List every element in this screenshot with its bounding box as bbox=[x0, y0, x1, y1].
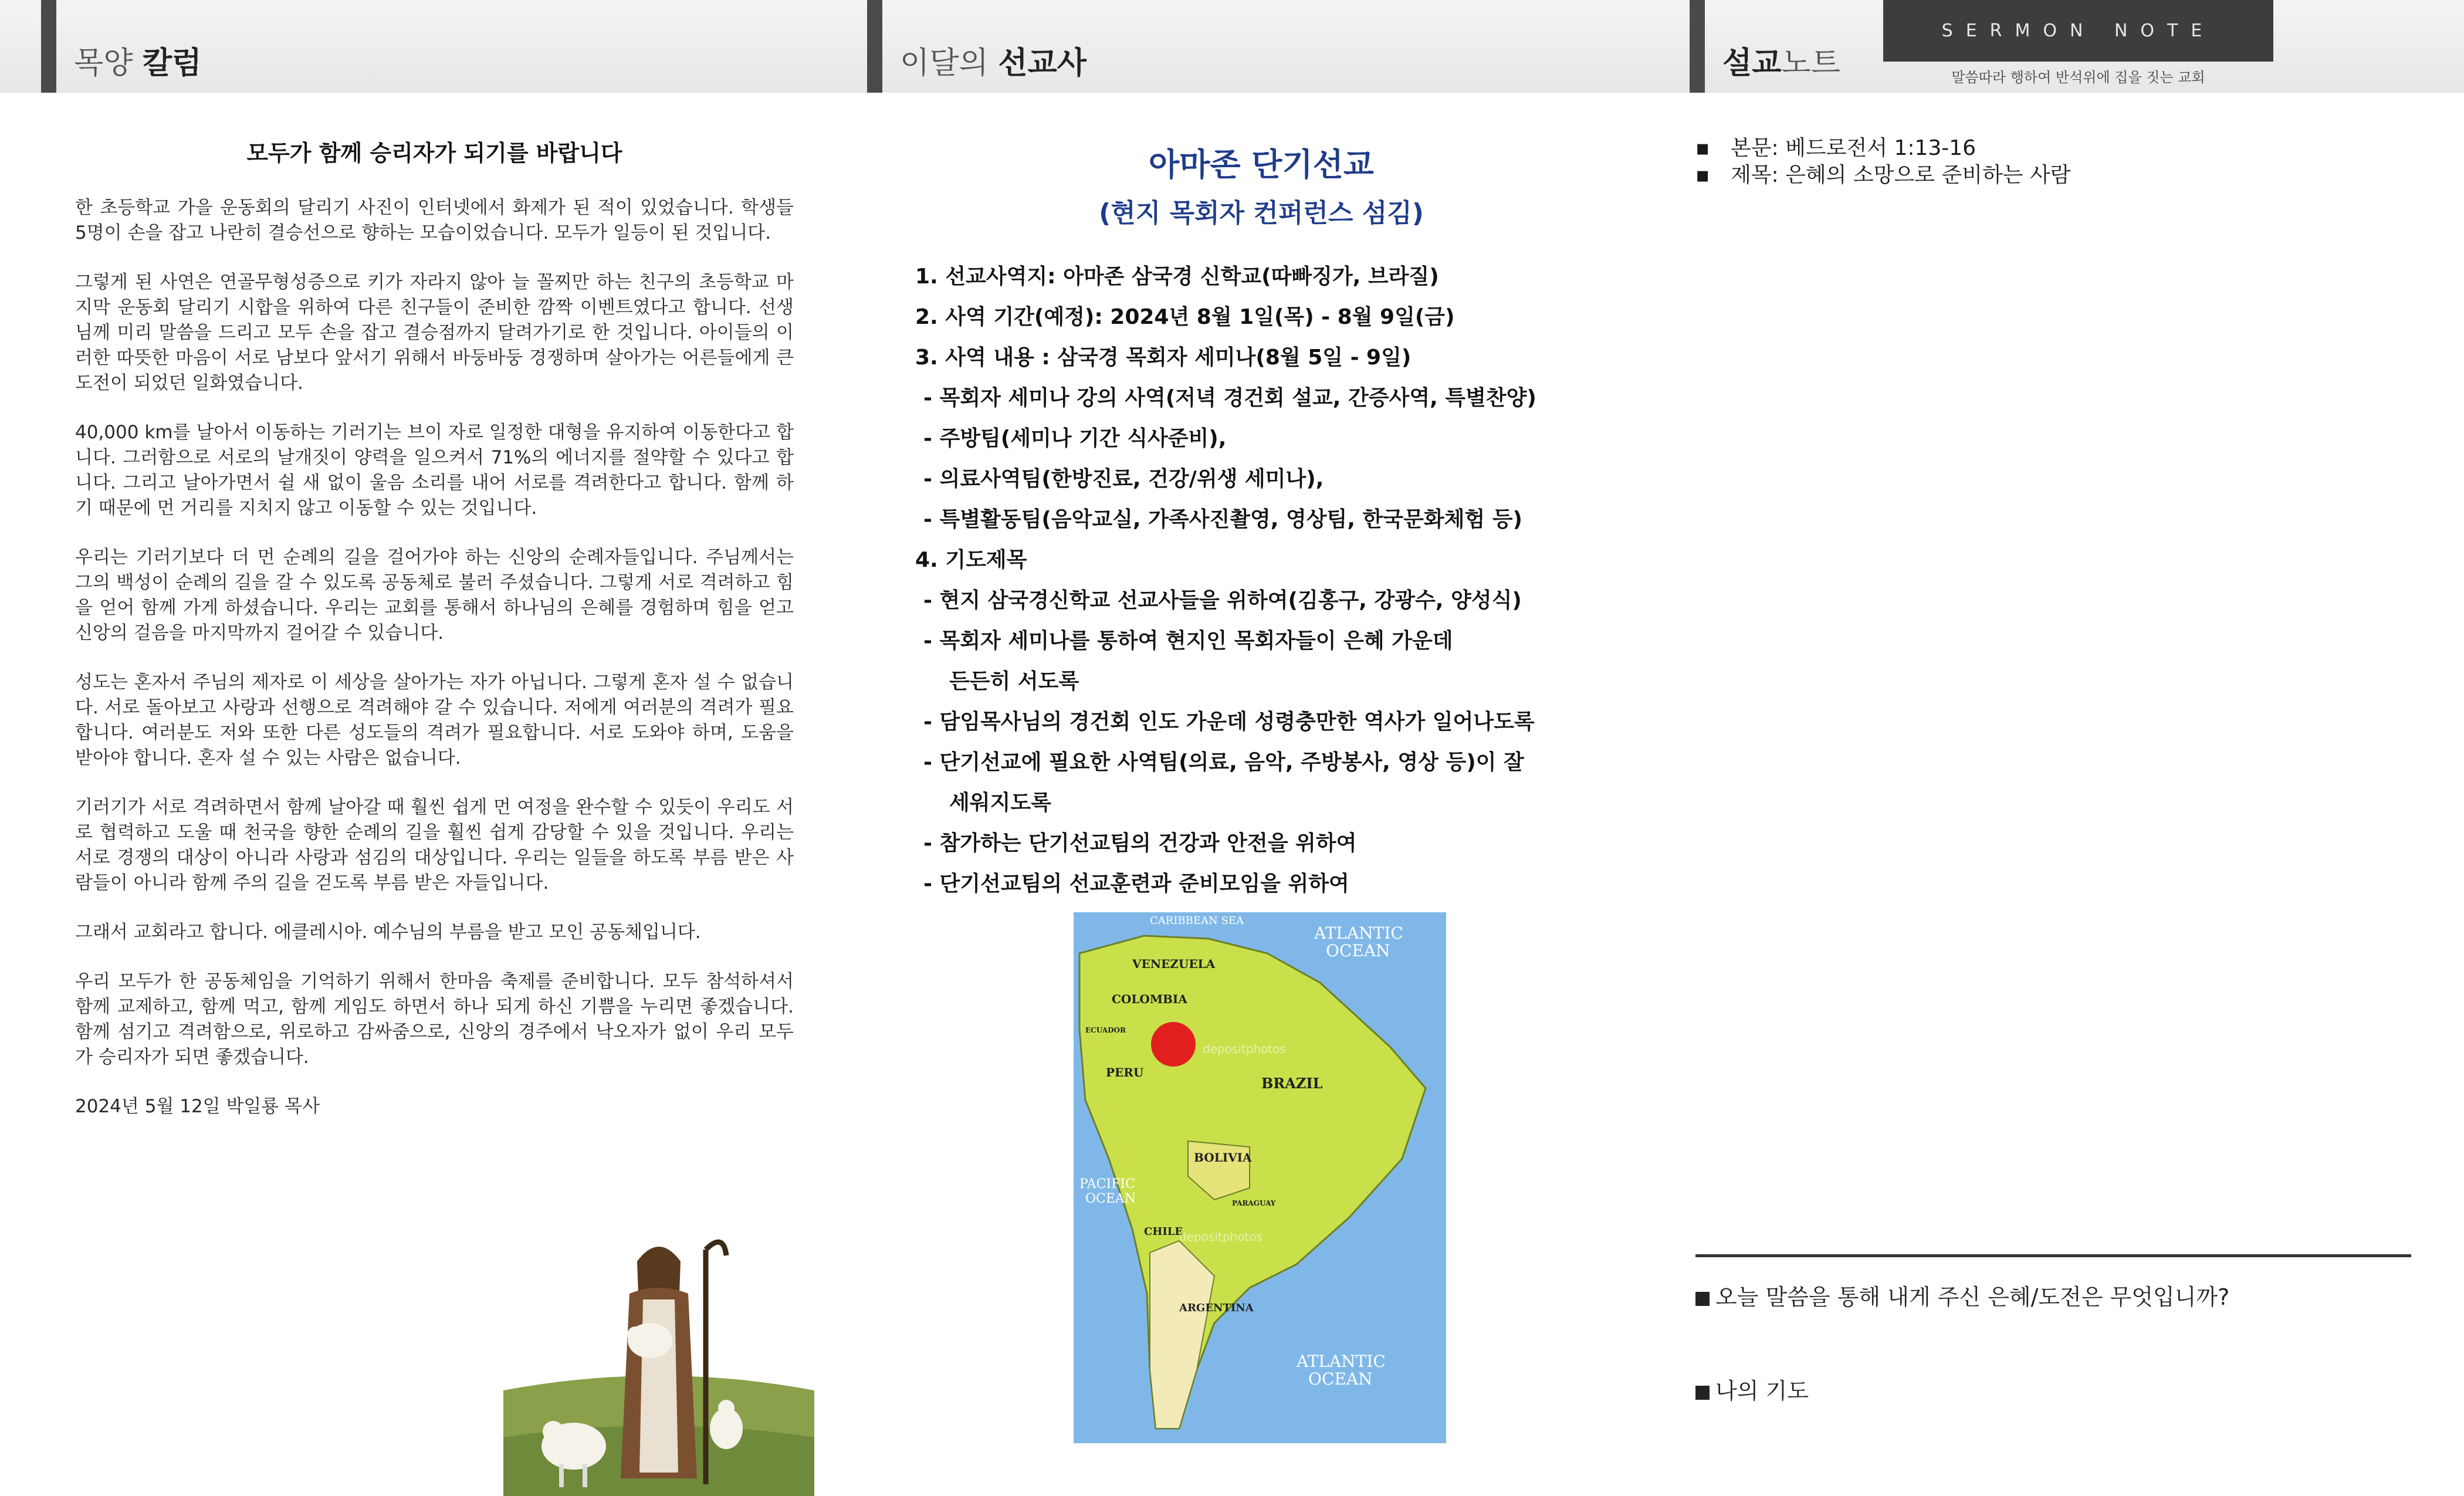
divider bbox=[1695, 1254, 2411, 1257]
map-venezuela-label: VENEZUELA bbox=[1132, 957, 1216, 971]
mission-subitem: - 의료사역팀(한방진료, 건강/위생 세미나), bbox=[923, 467, 1324, 491]
prayer-item: - 담임목사님의 경건회 인도 가운데 성령충만한 역사가 일어나도록 bbox=[923, 710, 1535, 734]
column-paragraph: 그렇게 된 사연은 연골무형성증으로 키가 자라지 않아 늘 꼴찌만 하는 친구의 초등학교 마지막 운동회 달리기 시합을 위하여 다른 친구들이 준비한 깜짝 이벤트였다고 합니다. 선생님께 미리 말씀을 드리고 모두 손을 잡고 결승점까지 달려가기로 한 것입니다. 아이들의 이러한 따뜻한 마음이 서로 남보다 앞서기 위해서 바둥바둥 경쟁하며 살아가는 어른들에게 큰 도전이 되었던 일화였습니다. bbox=[75, 272, 794, 394]
mission-item: 2. 사역 기간(예정): 2024년 8월 1일(목) - 8월 9일(금) bbox=[915, 305, 1455, 329]
mission-subitem: - 특별활동팀(음악교실, 가족사진촬영, 영상팀, 한국문화체험 등) bbox=[923, 507, 1522, 532]
prayer-item-continued: 든든히 서도록 bbox=[949, 669, 1079, 693]
mission-item: 1. 선교사역지: 아마존 삼국경 신학교(따빠징가, 브라질) bbox=[915, 265, 1439, 289]
sermon-title: ▪ 제목: 은혜의 소망으로 준비하는 사람 bbox=[1695, 163, 2071, 187]
header-bar bbox=[1690, 0, 1705, 93]
prayer-item: - 참가하는 단기선교팀의 건강과 안전을 위하여 bbox=[923, 831, 1357, 855]
prayer-item: - 현지 삼국경신학교 선교사들을 위하여(김홍구, 강광수, 양성식) bbox=[923, 588, 1522, 612]
sermon-note-section bbox=[1695, 135, 2405, 1404]
map-colombia-label: COLOMBIA bbox=[1112, 992, 1187, 1006]
mission-subtitle: (현지 목회자 컨퍼런스 섬김) bbox=[1099, 198, 1424, 228]
map-chile-label: CHILE bbox=[1144, 1226, 1183, 1238]
mission-item: 4. 기도제목 bbox=[915, 548, 1027, 572]
map-ocean-label: OCEAN bbox=[1326, 941, 1390, 960]
mission-header bbox=[867, 0, 1087, 93]
map-paraguay-label: PARAGUAY bbox=[1232, 1199, 1276, 1207]
header-bar bbox=[41, 0, 56, 93]
map-ocean-label: OCEAN bbox=[1308, 1369, 1373, 1389]
south-america-map bbox=[1074, 912, 1446, 1443]
sermon-text-reference: ▪ 본문: 베드로전서 1:13-16 bbox=[1695, 136, 1976, 160]
map-pacific-label: PACIFIC bbox=[1079, 1177, 1135, 1192]
column-paragraph: 우리 모두가 한 공동체임을 기억하기 위해서 한마음 축제를 준비합니다. 모두 참석하셔서 함께 교제하고, 함께 먹고, 함께 게임도 하면서 하나 되게 하신 기쁨을 누리면 좋겠습니다. 함께 섬기고 격려함으로, 위로하고 감싸줌으로, 신앙의 경주에서 낙오자가 없이 우리 모두가 승리자가 되면 좋겠습니다. bbox=[75, 971, 794, 1068]
map-caribbean-label: CARIBBEAN SEA bbox=[1150, 915, 1244, 927]
column-paragraph: 한 초등학교 가을 운동회의 달리기 사진이 인터넷에서 화제가 된 적이 있었습니다. 학생들 5명이 손을 잡고 나란히 결승선으로 향하는 모습이었습니다. 모두가 일등이 된 것입니다. bbox=[75, 197, 794, 243]
prayer-item: - 단기선교에 필요한 사역팀(의료, 음악, 주방봉사, 영상 등)이 잘 bbox=[923, 750, 1524, 774]
map-watermark: depositphotos bbox=[1203, 1042, 1286, 1056]
mission-location-marker bbox=[1151, 1022, 1196, 1067]
sermon-header bbox=[1690, 0, 1840, 93]
column-paragraph: 기러기가 서로 격려하면서 함께 날아갈 때 훨씬 쉽게 먼 여정을 완수할 수 있듯이 우리도 서로 협력하고 도울 때 천국을 향한 순례의 길을 훨씬 쉽게 감당할 수 있을 것입니다. 우리는 서로 경쟁의 대상이 아니라 사랑과 섬김의 대상입니다. 우리는 일들을 하도록 부름 받은 사람들이 아니라 함께 주의 길을 걷도록 부름 받은 자들입니다. bbox=[75, 797, 794, 893]
prayer-item: - 단기선교팀의 선교훈련과 준비모임을 위하여 bbox=[923, 872, 1349, 896]
reflection-question: 오늘 말씀을 통해 내게 주신 은혜/도전은 무엇입니까? bbox=[1695, 1279, 2229, 1311]
map-atlantic-label: ATLANTIC bbox=[1297, 1352, 1386, 1371]
column-header-title: 목양 칼럼 bbox=[74, 46, 202, 81]
prayer-item-continued: 세워지도록 bbox=[949, 791, 1051, 815]
missionary-section bbox=[915, 140, 1607, 904]
column-paragraph: 40,000 km를 날아서 이동하는 기러기는 브이 자로 일정한 대형을 유지하여 이동한다고 합니다. 그러함으로 서로의 날개짓이 양력을 일으켜서 71%의 에너지를 절약할 수 있다고 합니다. 그리고 날아가면서 쉴 새 없이 울음 소리를 내어 서로를 격려한다고 합니다. 함께 하기 때문에 먼 거리를 지치지 않고 이동할 수 있는 것입니다. bbox=[75, 422, 794, 519]
mission-header-title: 이달의 선교사 bbox=[900, 46, 1087, 81]
map-ecuador-label: ECUADOR bbox=[1085, 1026, 1126, 1034]
map-brazil-label: BRAZIL bbox=[1261, 1075, 1323, 1092]
header-bar bbox=[867, 0, 882, 93]
mission-item: 3. 사역 내용 : 삼국경 목회자 세미나(8월 5일 - 9일) bbox=[915, 346, 1412, 370]
column-title: 모두가 함께 승리자가 되기를 바랍니다 bbox=[246, 140, 622, 166]
column-paragraph: 성도는 혼자서 주님의 제자로 이 세상을 살아가는 자가 아닙니다. 그렇게 혼자 설 수 없습니다. 서로 돌아보고 사랑과 선행으로 격려해야 갈 수 있습니다. 저에게 여러분의 격려가 필요합니다. 여러분도 저와 또한 다른 성도들의 격려가 필요합니다. 서로 도와야 하며, 도움을 받아야 합니다. 혼자 설 수 있는 사람은 없습니다. bbox=[75, 672, 794, 769]
column-paragraph: 그래서 교회라고 합니다. 에클레시아. 예수님의 부름을 받고 모인 공동체입니다. bbox=[75, 922, 701, 943]
map-ocean-label: OCEAN bbox=[1085, 1192, 1136, 1206]
mission-subitem: - 주방팀(세미나 기간 식사준비), bbox=[923, 427, 1227, 451]
column-header bbox=[41, 0, 201, 93]
map-argentina-label: ARGENTINA bbox=[1179, 1302, 1254, 1314]
column-signature: 2024년 5월 12일 박일룡 목사 bbox=[75, 1096, 320, 1117]
map-bolivia-label: BOLIVIA bbox=[1194, 1150, 1252, 1165]
mission-title: 아마존 단기선교 bbox=[1149, 146, 1374, 183]
sermon-note-box: SERMON NOTE bbox=[1883, 0, 2273, 62]
pastoral-column bbox=[75, 141, 794, 1119]
map-watermark: depositphotos bbox=[1179, 1230, 1263, 1244]
sermon-header-title: 설교노트 bbox=[1722, 46, 1840, 81]
map-atlantic-label: ATLANTIC bbox=[1314, 923, 1403, 943]
map-peru-label: PERU bbox=[1106, 1065, 1144, 1079]
mission-subitem: - 목회자 세미나 강의 사역(저녁 경건회 설교, 간증사역, 특별찬양) bbox=[923, 386, 1536, 410]
shepherd-illustration bbox=[503, 1214, 814, 1496]
prayer-item: - 목회자 세미나를 통하여 현지인 목회자들이 은혜 가운데 bbox=[923, 629, 1453, 653]
church-tagline: 말씀따라 행하여 반석위에 집을 짓는 교회 bbox=[1951, 69, 2205, 86]
prayer-heading: 나의 기도 bbox=[1695, 1373, 1809, 1405]
column-paragraph: 우리는 기러기보다 더 먼 순례의 길을 걸어가야 하는 신앙의 순례자들입니다. 주님께서는 그의 백성이 순례의 길을 갈 수 있도록 공동체로 불러 주셨습니다. 그렇게 서로 격려하고 힘을 얻어 함께 가게 하셨습니다. 우리는 교회를 통해서 하나님의 은혜를 경험하며 힘을 얻고 신앙의 걸음을 마지막까지 걸어갈 수 있습니다. bbox=[75, 547, 794, 644]
